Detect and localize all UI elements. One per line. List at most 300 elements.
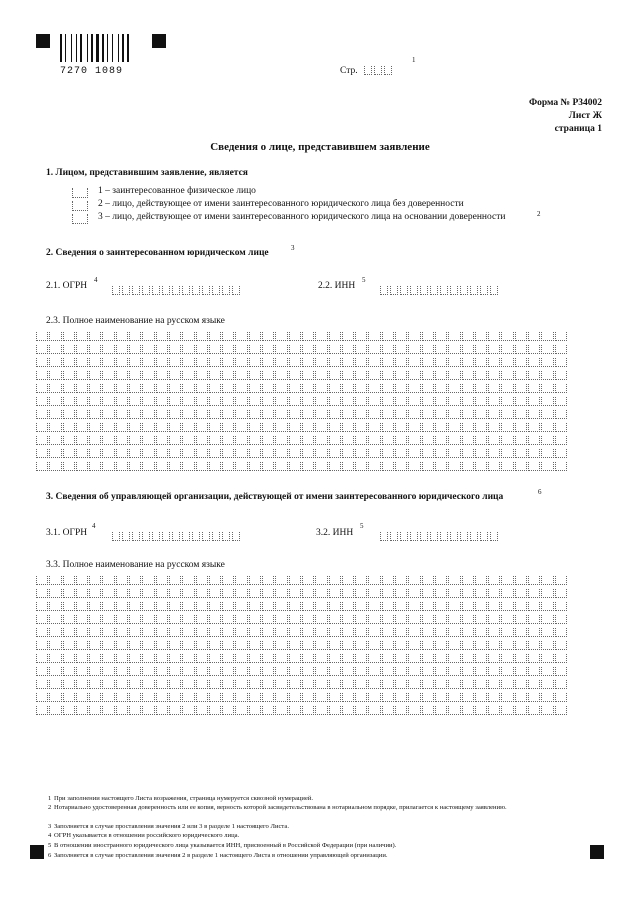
input-cell[interactable] <box>289 706 301 715</box>
input-cell[interactable] <box>355 641 367 650</box>
input-cell[interactable] <box>76 641 88 650</box>
input-cell[interactable] <box>408 680 420 689</box>
input-cell[interactable] <box>448 693 460 702</box>
input-cell[interactable] <box>342 641 354 650</box>
input-cell[interactable] <box>275 449 287 458</box>
input-cell[interactable] <box>116 332 128 341</box>
input-cell[interactable] <box>102 576 114 585</box>
input-cell[interactable] <box>382 462 394 471</box>
input-cell[interactable] <box>315 706 327 715</box>
input-cell[interactable] <box>368 680 380 689</box>
input-cell[interactable] <box>209 693 221 702</box>
input-cell[interactable] <box>448 462 460 471</box>
grid-row[interactable] <box>36 628 602 637</box>
grid-row[interactable] <box>36 423 602 432</box>
input-cell[interactable] <box>235 358 247 367</box>
input-cell[interactable] <box>541 345 553 354</box>
input-cell[interactable] <box>435 615 447 624</box>
input-cell[interactable] <box>382 423 394 432</box>
input-cell[interactable] <box>395 654 407 663</box>
input-cell[interactable] <box>262 680 274 689</box>
input-cell[interactable] <box>129 667 141 676</box>
input-cell[interactable] <box>488 693 500 702</box>
input-cell[interactable] <box>129 449 141 458</box>
input-cell[interactable] <box>462 358 474 367</box>
input-cell[interactable] <box>169 628 181 637</box>
input-cell[interactable] <box>448 332 460 341</box>
input-cell[interactable] <box>63 667 75 676</box>
input-cell[interactable] <box>342 667 354 676</box>
input-cell[interactable] <box>448 371 460 380</box>
input-cell[interactable] <box>116 371 128 380</box>
input-cell[interactable] <box>36 602 48 611</box>
input-cell[interactable] <box>156 345 168 354</box>
input-cell[interactable] <box>355 410 367 419</box>
input-cell[interactable] <box>480 532 488 541</box>
input-cell[interactable] <box>400 286 408 295</box>
input-cell[interactable] <box>116 628 128 637</box>
input-cell[interactable] <box>222 615 234 624</box>
grid-row[interactable] <box>36 680 602 689</box>
input-cell[interactable] <box>541 667 553 676</box>
input-cell[interactable] <box>49 345 61 354</box>
input-cell[interactable] <box>275 641 287 650</box>
input-cell[interactable] <box>408 602 420 611</box>
input-cell[interactable] <box>395 628 407 637</box>
input-cell[interactable] <box>249 706 261 715</box>
input-cell[interactable] <box>209 410 221 419</box>
input-cell[interactable] <box>262 667 274 676</box>
input-cell[interactable] <box>460 532 468 541</box>
input-cell[interactable] <box>129 436 141 445</box>
input-cell[interactable] <box>129 371 141 380</box>
input-cell[interactable] <box>475 654 487 663</box>
input-cell[interactable] <box>63 436 75 445</box>
input-cell[interactable] <box>289 345 301 354</box>
page-number-field[interactable] <box>364 66 392 75</box>
input-cell[interactable] <box>541 371 553 380</box>
input-cell[interactable] <box>315 628 327 637</box>
input-cell[interactable] <box>302 384 314 393</box>
input-cell[interactable] <box>249 589 261 598</box>
input-cell[interactable] <box>222 436 234 445</box>
input-cell[interactable] <box>36 628 48 637</box>
input-cell[interactable] <box>76 423 88 432</box>
input-cell[interactable] <box>152 286 160 295</box>
input-cell[interactable] <box>129 410 141 419</box>
input-cell[interactable] <box>368 589 380 598</box>
input-cell[interactable] <box>408 576 420 585</box>
input-cell[interactable] <box>395 589 407 598</box>
input-cell[interactable] <box>408 397 420 406</box>
input-cell[interactable] <box>289 384 301 393</box>
input-cell[interactable] <box>541 332 553 341</box>
input-cell[interactable] <box>541 615 553 624</box>
input-cell[interactable] <box>275 462 287 471</box>
input-cell[interactable] <box>222 423 234 432</box>
input-cell[interactable] <box>422 371 434 380</box>
input-cell[interactable] <box>488 462 500 471</box>
input-cell[interactable] <box>395 384 407 393</box>
input-cell[interactable] <box>289 589 301 598</box>
input-cell[interactable] <box>129 358 141 367</box>
input-cell[interactable] <box>541 680 553 689</box>
input-cell[interactable] <box>209 449 221 458</box>
input-cell[interactable] <box>515 345 527 354</box>
input-cell[interactable] <box>435 436 447 445</box>
input-cell[interactable] <box>488 410 500 419</box>
input-cell[interactable] <box>156 462 168 471</box>
input-cell[interactable] <box>222 654 234 663</box>
input-cell[interactable] <box>116 436 128 445</box>
input-cell[interactable] <box>315 602 327 611</box>
input-cell[interactable] <box>49 628 61 637</box>
input-cell[interactable] <box>395 693 407 702</box>
input-cell[interactable] <box>501 602 513 611</box>
input-cell[interactable] <box>209 615 221 624</box>
input-cell[interactable] <box>156 602 168 611</box>
input-cell[interactable] <box>116 589 128 598</box>
input-cell[interactable] <box>262 423 274 432</box>
input-cell[interactable] <box>156 371 168 380</box>
input-cell[interactable] <box>430 286 438 295</box>
grid-row[interactable] <box>36 602 602 611</box>
input-cell[interactable] <box>222 462 234 471</box>
input-cell[interactable] <box>555 615 567 624</box>
input-cell[interactable] <box>235 462 247 471</box>
input-cell[interactable] <box>435 628 447 637</box>
input-cell[interactable] <box>275 397 287 406</box>
input-cell[interactable] <box>89 371 101 380</box>
input-cell[interactable] <box>235 397 247 406</box>
input-cell[interactable] <box>368 576 380 585</box>
input-cell[interactable] <box>501 706 513 715</box>
input-cell[interactable] <box>102 628 114 637</box>
input-cell[interactable] <box>329 397 341 406</box>
input-cell[interactable] <box>63 641 75 650</box>
input-cell[interactable] <box>395 706 407 715</box>
input-cell[interactable] <box>162 286 170 295</box>
input-cell[interactable] <box>222 384 234 393</box>
input-cell[interactable] <box>249 436 261 445</box>
input-cell[interactable] <box>129 462 141 471</box>
input-cell[interactable] <box>142 680 154 689</box>
input-cell[interactable] <box>475 576 487 585</box>
input-cell[interactable] <box>142 358 154 367</box>
input-cell[interactable] <box>422 358 434 367</box>
input-cell[interactable] <box>76 449 88 458</box>
input-cell[interactable] <box>36 589 48 598</box>
input-cell[interactable] <box>156 384 168 393</box>
input-cell[interactable] <box>232 532 240 541</box>
input-cell[interactable] <box>89 576 101 585</box>
input-cell[interactable] <box>262 576 274 585</box>
input-cell[interactable] <box>501 358 513 367</box>
input-cell[interactable] <box>435 410 447 419</box>
input-cell[interactable] <box>262 332 274 341</box>
input-cell[interactable] <box>156 615 168 624</box>
input-cell[interactable] <box>462 667 474 676</box>
input-cell[interactable] <box>501 449 513 458</box>
input-cell[interactable] <box>541 576 553 585</box>
input-cell[interactable] <box>63 332 75 341</box>
input-cell[interactable] <box>209 667 221 676</box>
input-cell[interactable] <box>49 680 61 689</box>
input-cell[interactable] <box>192 532 200 541</box>
input-cell[interactable] <box>342 693 354 702</box>
input-cell[interactable] <box>342 449 354 458</box>
input-cell[interactable] <box>142 423 154 432</box>
input-cell[interactable] <box>182 397 194 406</box>
input-cell[interactable] <box>36 332 48 341</box>
input-cell[interactable] <box>209 602 221 611</box>
input-cell[interactable] <box>222 628 234 637</box>
input-cell[interactable] <box>302 641 314 650</box>
input-cell[interactable] <box>156 680 168 689</box>
input-cell[interactable] <box>448 436 460 445</box>
input-cell[interactable] <box>249 371 261 380</box>
input-cell[interactable] <box>541 462 553 471</box>
input-cell[interactable] <box>156 641 168 650</box>
input-cell[interactable] <box>395 358 407 367</box>
input-cell[interactable] <box>480 286 488 295</box>
input-cell[interactable] <box>408 628 420 637</box>
input-cell[interactable] <box>501 680 513 689</box>
input-cell[interactable] <box>36 358 48 367</box>
grid-row[interactable] <box>36 667 602 676</box>
input-cell[interactable] <box>222 667 234 676</box>
input-cell[interactable] <box>182 680 194 689</box>
input-cell[interactable] <box>169 615 181 624</box>
input-cell[interactable] <box>382 358 394 367</box>
input-cell[interactable] <box>235 436 247 445</box>
input-cell[interactable] <box>156 628 168 637</box>
input-cell[interactable] <box>382 706 394 715</box>
input-cell[interactable] <box>89 397 101 406</box>
input-cell[interactable] <box>382 615 394 624</box>
input-cell[interactable] <box>475 436 487 445</box>
input-cell[interactable] <box>490 286 498 295</box>
input-cell[interactable] <box>116 680 128 689</box>
input-cell[interactable] <box>76 589 88 598</box>
input-cell[interactable] <box>555 589 567 598</box>
input-cell[interactable] <box>116 358 128 367</box>
input-cell[interactable] <box>395 462 407 471</box>
ogrn-field[interactable] <box>112 286 240 295</box>
input-cell[interactable] <box>262 436 274 445</box>
input-cell[interactable] <box>132 286 140 295</box>
input-cell[interactable] <box>382 654 394 663</box>
input-cell[interactable] <box>435 667 447 676</box>
input-cell[interactable] <box>275 654 287 663</box>
input-cell[interactable] <box>142 693 154 702</box>
input-cell[interactable] <box>122 532 130 541</box>
input-cell[interactable] <box>196 602 208 611</box>
input-cell[interactable] <box>289 371 301 380</box>
input-cell[interactable] <box>488 576 500 585</box>
input-cell[interactable] <box>209 358 221 367</box>
input-cell[interactable] <box>275 693 287 702</box>
grid-row[interactable] <box>36 654 602 663</box>
input-cell[interactable] <box>89 332 101 341</box>
input-cell[interactable] <box>275 436 287 445</box>
input-cell[interactable] <box>541 384 553 393</box>
input-cell[interactable] <box>329 589 341 598</box>
input-cell[interactable] <box>196 706 208 715</box>
input-cell[interactable] <box>49 615 61 624</box>
input-cell[interactable] <box>235 641 247 650</box>
input-cell[interactable] <box>302 693 314 702</box>
input-cell[interactable] <box>102 641 114 650</box>
input-cell[interactable] <box>302 680 314 689</box>
input-cell[interactable] <box>102 345 114 354</box>
input-cell[interactable] <box>289 667 301 676</box>
input-cell[interactable] <box>169 384 181 393</box>
input-cell[interactable] <box>355 371 367 380</box>
input-cell[interactable] <box>196 693 208 702</box>
input-cell[interactable] <box>422 693 434 702</box>
input-cell[interactable] <box>315 462 327 471</box>
input-cell[interactable] <box>302 371 314 380</box>
input-cell[interactable] <box>395 345 407 354</box>
input-cell[interactable] <box>89 345 101 354</box>
input-cell[interactable] <box>408 641 420 650</box>
input-cell[interactable] <box>302 449 314 458</box>
input-cell[interactable] <box>355 589 367 598</box>
grid-row[interactable] <box>36 384 602 393</box>
input-cell[interactable] <box>342 628 354 637</box>
input-cell[interactable] <box>382 576 394 585</box>
input-cell[interactable] <box>222 706 234 715</box>
input-cell[interactable] <box>488 628 500 637</box>
input-cell[interactable] <box>555 345 567 354</box>
grid-row[interactable] <box>36 462 602 471</box>
input-cell[interactable] <box>142 286 150 295</box>
input-cell[interactable] <box>501 345 513 354</box>
input-cell[interactable] <box>329 654 341 663</box>
input-cell[interactable] <box>541 358 553 367</box>
input-cell[interactable] <box>515 693 527 702</box>
input-cell[interactable] <box>63 654 75 663</box>
input-cell[interactable] <box>462 654 474 663</box>
input-cell[interactable] <box>142 615 154 624</box>
input-cell[interactable] <box>196 410 208 419</box>
input-cell[interactable] <box>342 615 354 624</box>
input-cell[interactable] <box>289 602 301 611</box>
input-cell[interactable] <box>289 462 301 471</box>
input-cell[interactable] <box>475 615 487 624</box>
input-cell[interactable] <box>528 332 540 341</box>
input-cell[interactable] <box>249 332 261 341</box>
input-cell[interactable] <box>462 576 474 585</box>
input-cell[interactable] <box>63 628 75 637</box>
input-cell[interactable] <box>89 384 101 393</box>
input-cell[interactable] <box>501 615 513 624</box>
input-cell[interactable] <box>488 641 500 650</box>
input-cell[interactable] <box>76 397 88 406</box>
input-cell[interactable] <box>368 706 380 715</box>
input-cell[interactable] <box>475 693 487 702</box>
input-cell[interactable] <box>475 410 487 419</box>
input-cell[interactable] <box>315 449 327 458</box>
input-cell[interactable] <box>380 286 388 295</box>
input-cell[interactable] <box>355 423 367 432</box>
input-cell[interactable] <box>36 654 48 663</box>
input-cell[interactable] <box>49 358 61 367</box>
input-cell[interactable] <box>196 345 208 354</box>
input-cell[interactable] <box>169 576 181 585</box>
input-cell[interactable] <box>222 397 234 406</box>
input-cell[interactable] <box>102 706 114 715</box>
input-cell[interactable] <box>302 654 314 663</box>
input-cell[interactable] <box>156 332 168 341</box>
input-cell[interactable] <box>275 423 287 432</box>
input-cell[interactable] <box>488 345 500 354</box>
input-cell[interactable] <box>395 641 407 650</box>
input-cell[interactable] <box>488 680 500 689</box>
input-cell[interactable] <box>329 436 341 445</box>
input-cell[interactable] <box>435 332 447 341</box>
input-cell[interactable] <box>475 641 487 650</box>
input-cell[interactable] <box>555 576 567 585</box>
input-cell[interactable] <box>382 397 394 406</box>
input-cell[interactable] <box>422 410 434 419</box>
input-cell[interactable] <box>116 410 128 419</box>
input-cell[interactable] <box>63 371 75 380</box>
input-cell[interactable] <box>275 384 287 393</box>
input-cell[interactable] <box>36 576 48 585</box>
input-cell[interactable] <box>422 384 434 393</box>
input-cell[interactable] <box>435 397 447 406</box>
input-cell[interactable] <box>142 384 154 393</box>
input-cell[interactable] <box>49 423 61 432</box>
input-cell[interactable] <box>76 602 88 611</box>
input-cell[interactable] <box>515 358 527 367</box>
input-cell[interactable] <box>528 667 540 676</box>
input-cell[interactable] <box>408 706 420 715</box>
input-cell[interactable] <box>142 462 154 471</box>
input-cell[interactable] <box>462 602 474 611</box>
input-cell[interactable] <box>329 462 341 471</box>
input-cell[interactable] <box>528 615 540 624</box>
input-cell[interactable] <box>196 436 208 445</box>
input-cell[interactable] <box>368 693 380 702</box>
input-cell[interactable] <box>196 371 208 380</box>
input-cell[interactable] <box>275 371 287 380</box>
input-cell[interactable] <box>275 628 287 637</box>
input-cell[interactable] <box>275 576 287 585</box>
input-cell[interactable] <box>422 706 434 715</box>
input-cell[interactable] <box>440 286 448 295</box>
input-cell[interactable] <box>315 693 327 702</box>
input-cell[interactable] <box>475 667 487 676</box>
input-cell[interactable] <box>289 576 301 585</box>
input-cell[interactable] <box>142 532 150 541</box>
input-cell[interactable] <box>342 654 354 663</box>
input-cell[interactable] <box>156 693 168 702</box>
input-cell[interactable] <box>222 345 234 354</box>
input-cell[interactable] <box>196 680 208 689</box>
input-cell[interactable] <box>515 628 527 637</box>
input-cell[interactable] <box>515 384 527 393</box>
input-cell[interactable] <box>541 410 553 419</box>
input-cell[interactable] <box>382 628 394 637</box>
input-cell[interactable] <box>129 641 141 650</box>
grid-row[interactable] <box>36 410 602 419</box>
input-cell[interactable] <box>196 384 208 393</box>
input-cell[interactable] <box>329 358 341 367</box>
input-cell[interactable] <box>490 532 498 541</box>
